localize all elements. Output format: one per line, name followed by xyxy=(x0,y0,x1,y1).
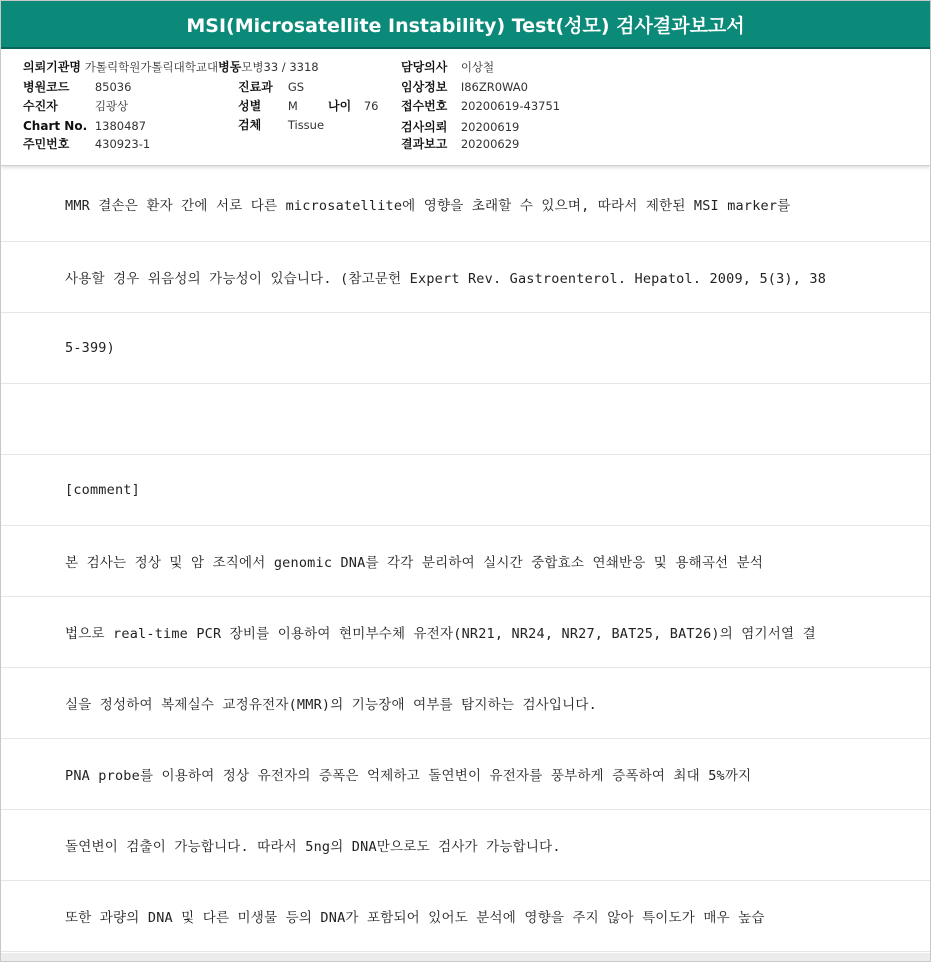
request-date-label: 검사의뢰 xyxy=(401,120,448,134)
result-date-label: 결과보고 xyxy=(401,137,448,151)
patient-label: 수진자 xyxy=(23,99,58,113)
clinical-info-label: 임상정보 xyxy=(401,80,448,94)
patient-info-panel xyxy=(1,49,930,166)
report-title-bar xyxy=(1,1,930,49)
receipt-no-label: 접수번호 xyxy=(401,99,448,113)
hospital-code-field xyxy=(23,79,131,95)
text-line-content: 본 검사는 정상 및 암 조직에서 genomic DNA를 각각 분리하여 실시간 중합효소 연쇄반응 및 용해곡선 분석 xyxy=(65,555,764,571)
institution-label: 의뢰기관명 xyxy=(23,60,81,74)
chart-no-label: Chart No. xyxy=(23,119,88,133)
patient-field xyxy=(23,98,128,114)
receipt-no-value: 20200619-43751 xyxy=(460,99,561,113)
institution-field xyxy=(23,59,319,75)
result-date-value: 20200629 xyxy=(460,137,520,151)
bottom-scroll-strip xyxy=(1,953,930,961)
age-field xyxy=(328,98,378,114)
doctor-value: 이상철 xyxy=(460,60,495,74)
specimen-value: Tissue xyxy=(287,118,325,132)
doctor-field xyxy=(401,59,494,75)
patient-value: 김광상 xyxy=(94,99,129,113)
ward-label: 병동 xyxy=(218,60,242,74)
text-line-content: 사용할 경우 위음성의 가능성이 있습니다. (참고문헌 Expert Rev. Gastroenterol. Hepatol. 2009, 5(3), 38 xyxy=(65,271,827,287)
text-line xyxy=(1,242,930,313)
text-line xyxy=(1,810,930,881)
sex-field xyxy=(238,98,298,114)
text-line xyxy=(1,881,930,952)
text-line-content: 돌연변이 검출이 가능합니다. 따라서 5ng의 DNA만으로도 검사가 가능합니다. xyxy=(65,839,561,855)
doctor-label: 담당의사 xyxy=(401,60,448,74)
specimen-field xyxy=(238,117,324,133)
text-line-content: 법으로 real-time PCR 장비를 이용하여 현미부수체 유전자(NR21, NR24, NR27, BAT25, BAT26)의 염기서열 결 xyxy=(65,626,816,642)
hospital-code-label: 병원코드 xyxy=(23,80,70,94)
dept-label: 진료과 xyxy=(238,80,273,94)
institution-value: 가톨릭학원가톨릭대학교대 xyxy=(84,60,219,74)
specimen-label: 검체 xyxy=(238,118,262,132)
chart-no-field xyxy=(23,118,146,134)
text-line xyxy=(1,455,930,526)
text-line xyxy=(1,526,930,597)
text-line-content: [comment] xyxy=(65,482,140,498)
text-line xyxy=(1,739,930,810)
report-body xyxy=(1,166,930,952)
resident-no-value: 430923-1 xyxy=(94,137,151,151)
text-line-content: 실을 정성하여 복제실수 교정유전자(MMR)의 기능장애 여부를 탐지하는 검사입니다. xyxy=(65,697,597,713)
text-line xyxy=(1,384,930,455)
result-date-field xyxy=(401,136,519,152)
text-line-content: 또한 과량의 DNA 및 다른 미생물 등의 DNA가 포함되어 있어도 분석에 영향을 주지 않아 특이도가 매우 높습 xyxy=(65,910,765,926)
text-line-content: PNA probe를 이용하여 정상 유전자의 증폭은 억제하고 돌연변이 유전자를 풍부하게 증폭하여 최대 5%까지 xyxy=(65,768,752,784)
text-line xyxy=(1,313,930,384)
dept-field xyxy=(238,79,304,95)
receipt-no-field xyxy=(401,98,560,114)
report-title: MSI(Microsatellite Instability) Test(성모) 검사결과보고서 xyxy=(186,14,745,37)
chart-no-value: 1380487 xyxy=(94,119,147,133)
text-line xyxy=(1,166,930,242)
text-line xyxy=(1,597,930,668)
age-label: 나이 xyxy=(328,99,352,113)
hospital-code-value: 85036 xyxy=(94,80,132,94)
ward-value: 모병33 / 3318 xyxy=(241,60,319,74)
clinical-info-value: I86ZR0WA0 xyxy=(460,80,528,94)
dept-value: GS xyxy=(287,80,305,94)
resident-no-label: 주민번호 xyxy=(23,137,70,151)
resident-no-field xyxy=(23,136,150,152)
request-date-field xyxy=(401,119,519,135)
request-date-value: 20200619 xyxy=(460,120,520,134)
sex-label: 성별 xyxy=(238,99,262,113)
clinical-info-field xyxy=(401,79,528,95)
age-value: 76 xyxy=(363,99,379,113)
text-line xyxy=(1,668,930,739)
text-line-content: 5-399) xyxy=(65,340,115,356)
sex-value: M xyxy=(287,99,298,113)
text-line-content: MMR 결손은 환자 간에 서로 다른 microsatellite에 영향을 초래할 수 있으며, 따라서 제한된 MSI marker를 xyxy=(65,197,791,214)
